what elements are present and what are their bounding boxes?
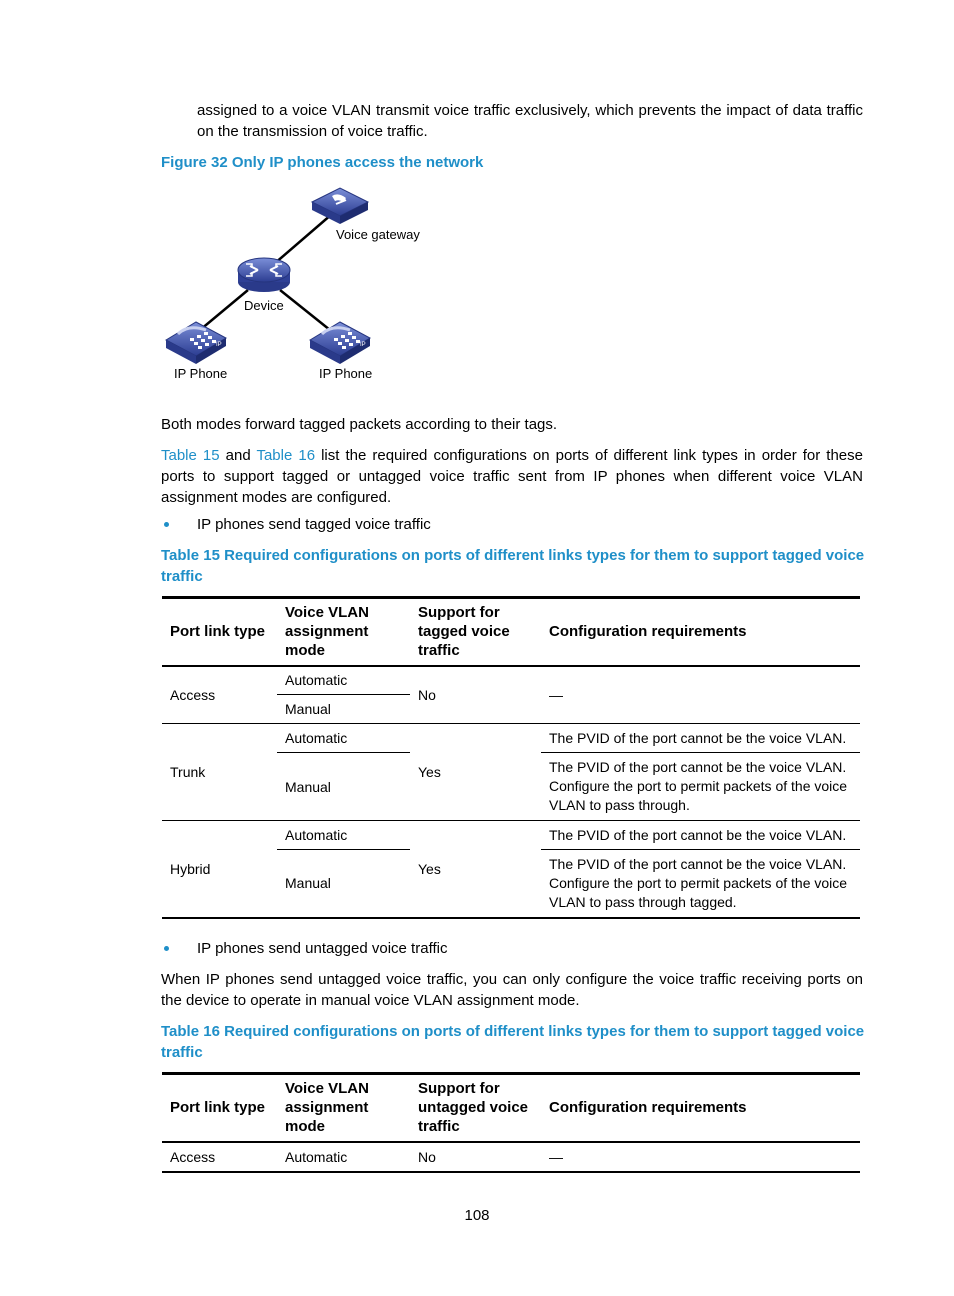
label-device: Device bbox=[244, 298, 284, 313]
cell-support: No bbox=[418, 1148, 436, 1165]
table15-header-requirements: Configuration requirements bbox=[549, 623, 747, 641]
ip-tag-left: IP bbox=[216, 342, 222, 348]
para-both-modes: Both modes forward tagged packets according to their tags. bbox=[161, 416, 558, 433]
figure-caption: Figure 32 Only IP phones access the network bbox=[161, 154, 484, 171]
para-tables-line1: Table 15 and Table 16 list the required configurations on ports of different link types in order for these bbox=[161, 447, 863, 464]
cell-requirements: The PVID of the port cannot be the voice VLAN. Configure the port to permit packets of the voice VLAN to pass through. bbox=[541, 753, 860, 821]
cell-mode: Manual bbox=[277, 695, 410, 724]
table16-header-support: Support for untagged voice traffic bbox=[418, 1080, 529, 1136]
table16-header-row bbox=[162, 1074, 860, 1142]
bullet-dot bbox=[164, 946, 169, 951]
para-untagged-line2: the device to operate in manual voice VLAN assignment mode. bbox=[161, 992, 580, 1009]
cell-support: Yes bbox=[410, 724, 541, 821]
cell-port-type: Access bbox=[170, 1148, 216, 1165]
ip-phone-icon-right bbox=[310, 322, 370, 364]
bullet-untagged: IP phones send untagged voice traffic bbox=[197, 940, 448, 957]
para-untagged-line1: When IP phones send untagged voice traffic, you can only configure the voice traffic receiving ports on bbox=[161, 971, 863, 988]
link-device-gateway bbox=[274, 214, 332, 264]
table15-header-port-type: Port link type bbox=[170, 623, 266, 641]
table15-header-mode: Voice VLAN assignment mode bbox=[285, 604, 369, 660]
para-tables-line2: ports to support tagged or untagged voice traffic sent from IP phones when different voice VLAN bbox=[161, 468, 863, 485]
voice-gateway-icon bbox=[312, 188, 368, 224]
table15-caption-line2: traffic bbox=[161, 568, 203, 585]
cell-mode: Automatic bbox=[277, 821, 410, 850]
link-device-phone-left bbox=[200, 290, 248, 330]
cell-mode: Manual bbox=[277, 753, 410, 821]
cell-mode: Automatic bbox=[277, 724, 410, 753]
table16 bbox=[162, 1072, 860, 1173]
device-switch-icon bbox=[238, 258, 290, 292]
cell-port-type: Access bbox=[162, 666, 277, 724]
cell-requirements: — bbox=[541, 666, 860, 724]
cell-mode: Automatic bbox=[277, 666, 410, 695]
cell-support: No bbox=[410, 666, 541, 724]
table16-header-port-type: Port link type bbox=[170, 1099, 266, 1117]
label-ip-phone-left: IP Phone bbox=[174, 366, 228, 381]
cell-requirements: — bbox=[549, 1148, 563, 1165]
bullet-tagged: IP phones send tagged voice traffic bbox=[197, 516, 431, 533]
label-ip-phone-right: IP Phone bbox=[319, 366, 373, 381]
ip-phone-icon-left bbox=[166, 322, 226, 364]
table-row bbox=[162, 1142, 860, 1172]
page-number: 108 bbox=[464, 1207, 490, 1224]
table-row bbox=[162, 821, 860, 850]
bullet-dot bbox=[164, 522, 169, 527]
table16-caption-line1: Table 16 Required configurations on ports of different links types for them to support tagged voice bbox=[161, 1023, 865, 1040]
table16-caption-line2: traffic bbox=[161, 1044, 203, 1061]
table15-header-support: Support for tagged voice traffic bbox=[418, 604, 510, 660]
label-voice-gateway: Voice gateway bbox=[336, 227, 420, 242]
cell-support: Yes bbox=[410, 821, 541, 918]
ip-tag-right: IP bbox=[360, 342, 366, 348]
table15 bbox=[162, 596, 860, 919]
table15-caption-line1: Table 15 Required configurations on ports of different links types for them to support tagged voice bbox=[161, 547, 865, 564]
intro-paragraph-line2: on the transmission of voice traffic. bbox=[197, 123, 428, 140]
table15-header-row bbox=[162, 598, 860, 666]
link-device-phone-right bbox=[280, 290, 330, 330]
para-tables-line3: assignment modes are configured. bbox=[161, 489, 392, 506]
table16-header-mode: Voice VLAN assignment mode bbox=[285, 1080, 369, 1136]
cell-requirements: The PVID of the port cannot be the voice VLAN. Configure the port to permit packets of the voice VLAN to pass through tagged. bbox=[541, 850, 860, 918]
intro-paragraph-line1: assigned to a voice VLAN transmit voice traffic exclusively, which prevents the impact of data traffic bbox=[197, 102, 863, 119]
cell-requirements: The PVID of the port cannot be the voice VLAN. bbox=[541, 724, 860, 753]
cell-port-type: Hybrid bbox=[162, 821, 277, 918]
cell-mode: Automatic bbox=[285, 1148, 348, 1165]
table16-link[interactable]: Table 16 bbox=[256, 447, 316, 464]
network-diagram bbox=[160, 180, 480, 390]
cell-mode: Manual bbox=[277, 850, 410, 918]
cell-requirements: The PVID of the port cannot be the voice VLAN. bbox=[541, 821, 860, 850]
table-row bbox=[162, 666, 860, 695]
table15-link[interactable]: Table 15 bbox=[161, 447, 220, 464]
table-row bbox=[162, 724, 860, 753]
cell-port-type: Trunk bbox=[162, 724, 277, 821]
table16-header-requirements: Configuration requirements bbox=[549, 1099, 747, 1117]
